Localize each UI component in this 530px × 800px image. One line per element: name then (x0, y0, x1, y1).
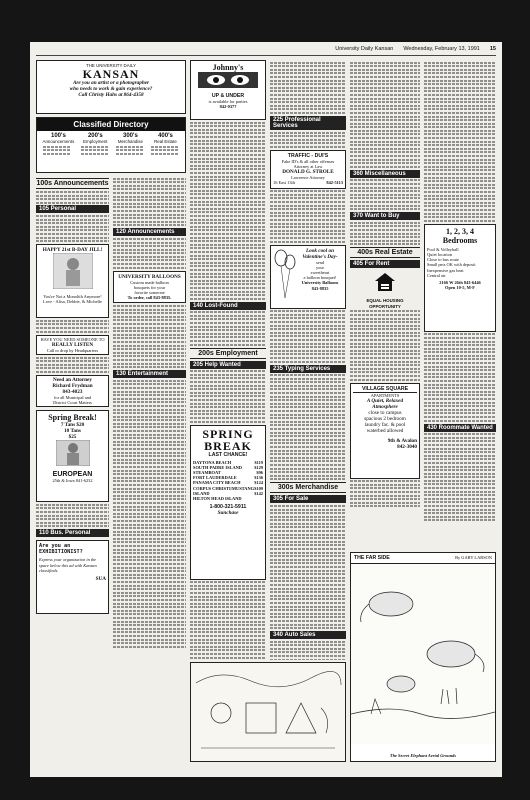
directory-cat-300: 300's Merchandise (116, 133, 144, 157)
section-130-entertainment: 130 Entertainment (113, 370, 186, 378)
far-side-author: By GARY LARSON (455, 555, 492, 560)
village-square-ad: VILLAGE SQUARE APARTMENTS A Quiet, Relaxed Atmosphere close to campus spacious 2 bedroom laundry fac. & pool waterbed allowed 9th & Avalon 842-3040 (350, 383, 420, 479)
cartoon-illustration (191, 663, 345, 761)
birthday-photo (53, 253, 93, 289)
johnnys-name: Johnny's (212, 63, 244, 72)
balloons-ad: UNIVERSITY BALLOONS Custom made balloon bouquets for your favorite someone To order, call 843-8835. (113, 271, 186, 304)
masthead-date: Wednesday, February 13, 1991 (403, 46, 480, 52)
col1a (36, 176, 109, 649)
kansan-line-2: who needs to work & gain experience? (69, 86, 153, 93)
spring-break-list: DAYTONA BEACH SOUTH PADRE ISLAND STEAMBOAT FORT LAUDERDALE PANAMA CITY BEACH CORPUS CHRISTI/MUSTANG ISLAND HILTON HEAD ISLAND $119 $129 $96 $136 $124 $109 $142 (193, 459, 263, 501)
eyes-illustration (198, 72, 258, 88)
valentine-ad: Look cool on Valentine's Day- send your sweetheart a balloon bouquet! University Balloons 843-8835 (270, 245, 346, 309)
spring-break-tan-ad: Spring Break! 7 Tans $20 10 Tans $25 EUROPEAN 25th & Iowa 841-6232 (36, 410, 109, 502)
kansan-ad (36, 60, 186, 114)
column-1 (36, 60, 186, 775)
bedrooms-ad: 1, 2, 3, 4 Bedrooms Pool & Volleyball Quiet location Close to bus route Small pets OK with deposit Inexpensive gas heat Central air 2166 W 26th 843-6446 Open 10-5, M-F (424, 224, 496, 332)
column-2 (190, 60, 266, 660)
balloon-illustration (273, 248, 297, 304)
birthday-ad (36, 244, 109, 318)
far-side-title: THE FAR SIDE (354, 555, 390, 561)
traffic-ad: TRAFFIC - DUI'S Fake ID's & all other offenses Attorney at Law DONALD G. STROLE Lawrence Attorney 16 East 13th 842-5113 (270, 150, 346, 189)
directory-cat-400: 400's Real Estate (151, 133, 179, 157)
attorney-ad: Need an Attorney Richard Frydman 843-4023 for all Municipal and District Court Matters (36, 375, 109, 407)
directory-cat-100: 100's Announcements (43, 133, 75, 157)
johnnys-ad: Johnny's UP & UNDER is available for parties 842-0377 (190, 60, 266, 120)
masthead (36, 46, 496, 56)
kansan-logo: KANSAN (82, 67, 140, 82)
birthday-line-3: Love - Alisa, Debbie, & Michelle (43, 299, 102, 305)
directory-categories (37, 131, 185, 159)
classified-directory (36, 117, 186, 173)
masthead-paper: University Daily Kansan (335, 46, 394, 52)
kansan-small-label: THE UNIVERSITY DAILY (86, 63, 136, 68)
directory-title: Classified Directory (37, 118, 185, 131)
section-140-lost-found: 140 Lost-Found (190, 302, 266, 310)
section-430-roommate-wanted: 430 Roommate Wanted (424, 424, 496, 432)
section-370-want-to-buy: 370 Want to Buy (350, 212, 420, 220)
section-225-professional-services: 225 Professional Services (270, 116, 346, 130)
house-logo (373, 271, 397, 293)
section-100s: 100s Announcements (36, 180, 109, 187)
hand-drawn-cartoon (190, 662, 346, 762)
section-340-auto-sales: 340 Auto Sales (270, 631, 346, 639)
kansan-line-3: Call Christy Hahs at 864-4358 (78, 92, 144, 99)
section-110-bus-personal: 110 Bus. Personal (36, 529, 109, 537)
section-105-personal: 105 Personal (36, 205, 109, 213)
column-4 (350, 60, 420, 560)
exhibitionist-ad: Are you an EXHIBITIONIST? Express your organization in the space below this ad with Kansan classifieds. SUA (36, 540, 109, 614)
birthday-line-2: You're Not a Monolith Anymore! (43, 294, 102, 300)
section-400s: 400s Real Estate (350, 247, 420, 258)
spring-break-ad: SPRING BREAK LAST CHANCE! DAYTONA BEACH SOUTH PADRE ISLAND STEAMBOAT FORT LAUDERDALE PANAMA CITY BEACH CORPUS CHRISTI/MUSTANG ISLAND HILTON HEAD ISLAND $119 $129 $96 $136 $124 $109 $142 1-800-321-5911 Sunchase (190, 425, 266, 580)
column-3 (270, 60, 346, 660)
far-side-cartoon (350, 552, 496, 762)
far-side-caption: The Secret Elephant Aerial Grounds (389, 752, 457, 758)
section-235-typing-services: 235 Typing Services (270, 365, 346, 373)
newspaper-page (30, 42, 502, 777)
section-120-announcements: 120 Announcements (113, 228, 186, 236)
col1b (113, 176, 186, 649)
column-5 (424, 60, 496, 560)
section-360-miscellaneous: 360 Miscellaneous (350, 170, 420, 178)
section-200s: 200s Employment (190, 348, 266, 359)
equal-housing-logo: EQUAL HOUSING OPPORTUNITY (350, 271, 420, 308)
tanning-photo (56, 440, 90, 466)
section-305-for-sale: 305 For Sale (270, 495, 346, 503)
col1-split (36, 176, 186, 649)
directory-cat-200: 200's Employment (81, 133, 109, 157)
kansan-line-1: Are you an artist or a photographer (72, 80, 150, 87)
section-205-help-wanted: 205 Help Wanted (190, 361, 266, 369)
birthday-headline: HAPPY 21st B-DAY JILL! (42, 247, 103, 254)
section-300s: 300s Merchandise (270, 482, 346, 493)
section-405-for-rent: 405 For Rent (350, 260, 420, 268)
realist-ad: HAVE YOU NEED SOMEONE TO REALLY LISTEN Call or drop by Headquarters (36, 335, 109, 355)
masthead-page: 15 (489, 46, 496, 52)
elephant-cartoon (351, 564, 495, 744)
